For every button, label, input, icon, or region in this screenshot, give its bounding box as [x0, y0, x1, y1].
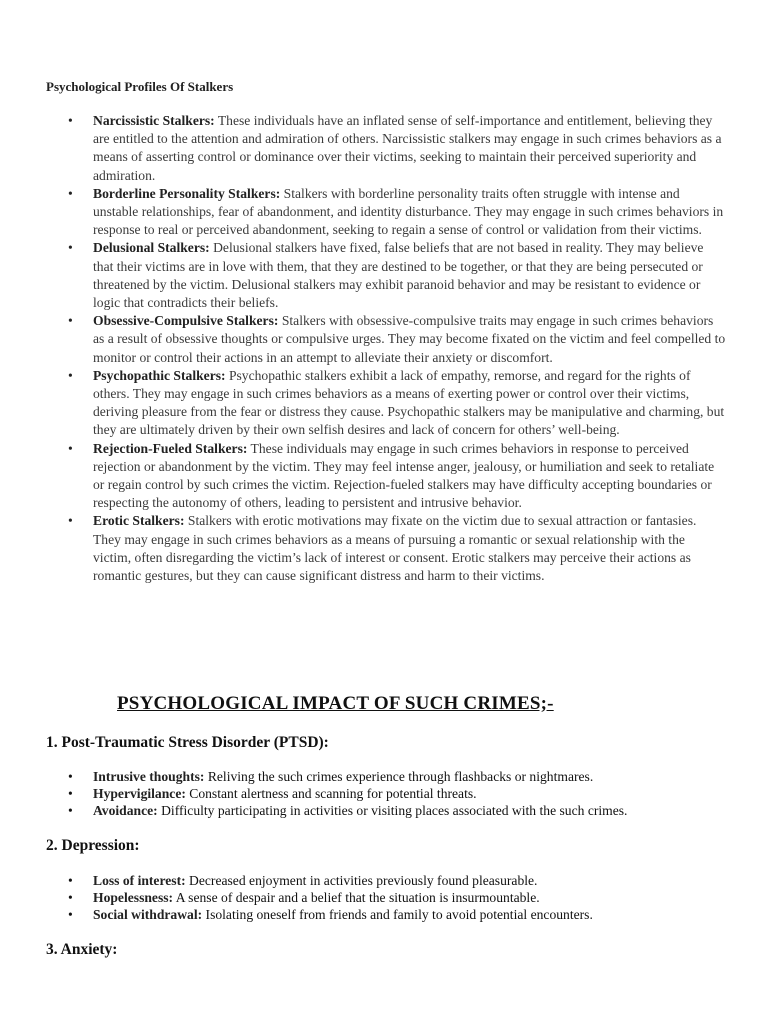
list-item: [46, 112, 726, 185]
depression-list: [46, 872, 736, 923]
profile-text: Stalkers with obsessive-compulsive traits may engage in such crimes behaviors as a result of obsessive thoughts or compulsive urges. They may become fixated on the victim and feel compelled to monitor or control their actions in an attempt to alleviate their anxiety or discomfort.: [93, 313, 726, 365]
profile-text: Stalkers with borderline personality traits often struggle with intense and unstable relationships, fear of abandonment, and identity disturbance. They may engage in such crimes behaviors in response to real or perceived abandonment, seeking to regain a sense of control or validation from their victims.: [93, 185, 724, 238]
item-text: Isolating oneself from friends and family to avoid potential encounters.: [202, 907, 593, 922]
profile-term: Delusional Stalkers:: [93, 240, 210, 256]
profile-term: Erotic Stalkers:: [93, 513, 185, 529]
anxiety-heading: 3. Anxiety:: [46, 941, 118, 958]
list-item: [46, 889, 736, 906]
profile-text: These individuals have an inflated sense of self-importance and entitlement, believing they are entitled to the attention and admiration of others. Narcissistic stalkers may engage in such crimes behaviors as a means of asserting control or dominance over their victims, seeking to maintain their perceived superiority and admiration.: [93, 113, 722, 183]
profiles-list: [46, 112, 726, 585]
item-term: Avoidance:: [93, 803, 158, 818]
list-item: [46, 906, 736, 923]
item-text: Difficulty participating in activities or visiting places associated with the such crimes.: [157, 803, 628, 818]
profile-term: Rejection-Fueled Stalkers:: [93, 440, 248, 456]
profile-text: These individuals may engage in such crimes behaviors in response to perceived rejection or abandonment by the victim. They may feel intense anger, jealousy, or humiliation and seek to retaliate or regain control by such crimes the victim. Rejection-fueled stalkers may have difficulty accepting boundaries or respecting the autonomy of others, leading to persistent and intrusive behavior.: [93, 440, 715, 511]
item-text: Constant alertness and scanning for potential threats.: [185, 786, 477, 801]
profile-text: Stalkers with erotic motivations may fixate on the victim due to sexual attraction or fantasies. They may engage in such crimes behaviors as a means of pursuing a romantic or sexual relationship with the victim, often disregarding the victim’s lack of interest or consent. Erotic stalkers may perceive their actions as romantic gestures, but they can cause significant distress and harm to their victims.: [93, 513, 697, 584]
profile-term: Obsessive-Compulsive Stalkers:: [93, 313, 279, 329]
item-term: Social withdrawal:: [93, 907, 203, 922]
list-item: [46, 239, 726, 312]
profile-term: Narcissistic Stalkers:: [93, 113, 215, 128]
item-term: Hypervigilance:: [93, 786, 186, 801]
depression-heading: 2. Depression:: [46, 837, 140, 854]
item-text: A sense of despair and a belief that the situation is insurmountable.: [173, 890, 540, 905]
list-item: [46, 802, 736, 819]
item-text: Decreased enjoyment in activities previously found pleasurable.: [185, 873, 538, 888]
profile-text: Psychopathic stalkers exhibit a lack of empathy, remorse, and regard for the rights of others. They may engage in such crimes behaviors as a means of exerting power or control over their victims, deriving pleasure from the fear or distress they cause. Psychopathic stalkers may be manipulative and charming, but they are ultimately driven by their own selfish desires and lack of concern for others’ well-being.: [93, 367, 725, 438]
item-term: Loss of interest:: [93, 873, 186, 888]
list-item: [46, 367, 726, 440]
ptsd-list: [46, 768, 736, 819]
list-item: [46, 512, 726, 585]
profile-text: Delusional stalkers have fixed, false beliefs that are not based in reality. They may believe that their victims are in love with them, that they are destined to be together, or that they are being persecuted or threatened by the victim. Delusional stalkers may exhibit paranoid behavior and may be resistant to evidence or logic that contradicts their beliefs.: [93, 240, 704, 311]
list-item: [46, 185, 726, 240]
profiles-heading: Psychological Profiles Of Stalkers: [46, 79, 234, 94]
list-item: [46, 440, 726, 513]
list-item: [46, 785, 736, 802]
profile-term: Borderline Personality Stalkers:: [93, 185, 281, 201]
list-item: [46, 312, 726, 367]
ptsd-heading: 1. Post-Traumatic Stress Disorder (PTSD):: [46, 734, 329, 751]
profile-term: Psychopathic Stalkers:: [93, 367, 226, 383]
list-item: [46, 872, 736, 889]
impact-section-title: PSYCHOLOGICAL IMPACT OF SUCH CRIMES;-: [117, 693, 554, 714]
item-text: Reliving the such crimes experience through flashbacks or nightmares.: [204, 769, 594, 784]
item-term: Hopelessness:: [93, 890, 174, 905]
list-item: [46, 768, 736, 785]
item-term: Intrusive thoughts:: [93, 769, 205, 784]
